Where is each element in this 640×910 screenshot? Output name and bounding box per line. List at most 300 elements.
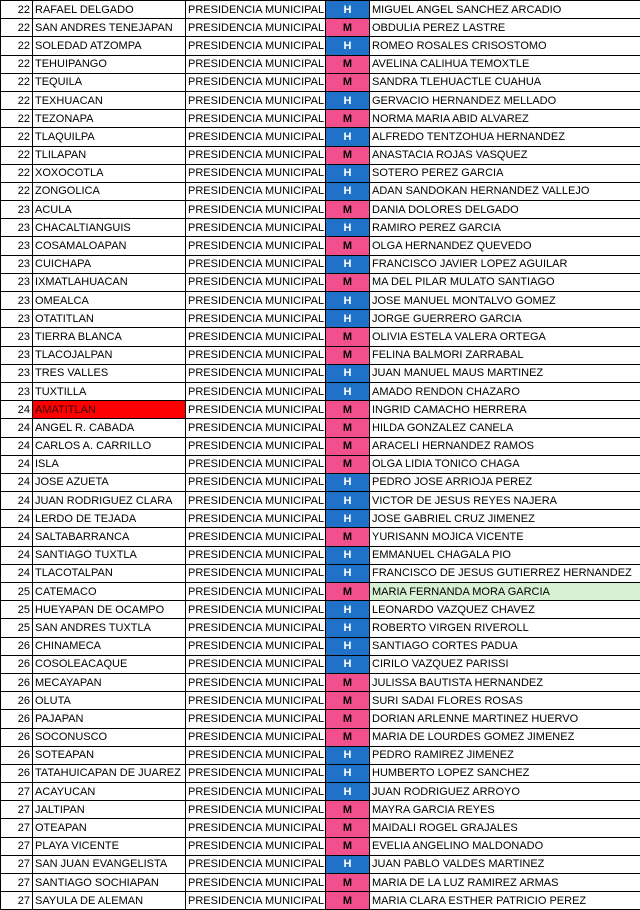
candidate-name-cell: JOSE MANUEL MONTALVO GOMEZ xyxy=(370,292,640,310)
municipality-cell: SAN ANDRES TUXTLA xyxy=(33,619,186,637)
municipality-cell: OTEAPAN xyxy=(33,819,186,837)
table-row xyxy=(1,55,640,73)
candidate-name-cell: ADAN SANDOKAN HERNANDEZ VALLEJO xyxy=(370,182,640,200)
position-cell: PRESIDENCIA MUNICIPAL xyxy=(186,455,326,473)
candidate-name-cell: VICTOR DE JESUS REYES NAJERA xyxy=(370,492,640,510)
candidate-name-cell: ANASTACIA ROJAS VASQUEZ xyxy=(370,146,640,164)
position-cell: PRESIDENCIA MUNICIPAL xyxy=(186,746,326,764)
table-body xyxy=(1,1,640,910)
position-cell: PRESIDENCIA MUNICIPAL xyxy=(186,892,326,910)
municipality-cell: TEXHUACAN xyxy=(33,91,186,109)
position-cell: PRESIDENCIA MUNICIPAL xyxy=(186,201,326,219)
gender-cell: M xyxy=(326,874,370,892)
candidate-name-cell: MARIA DE LA LUZ RAMIREZ ARMAS xyxy=(370,874,640,892)
position-cell: PRESIDENCIA MUNICIPAL xyxy=(186,382,326,400)
candidate-name-cell: JORGE GUERRERO GARCIA xyxy=(370,310,640,328)
table-row xyxy=(1,710,640,728)
candidate-name-cell: ROMEO ROSALES CRISOSTOMO xyxy=(370,37,640,55)
table-row xyxy=(1,91,640,109)
gender-cell: M xyxy=(326,528,370,546)
district-cell: 26 xyxy=(1,692,33,710)
table-row xyxy=(1,437,640,455)
district-cell: 25 xyxy=(1,619,33,637)
municipality-cell: MECAYAPAN xyxy=(33,673,186,691)
table-row xyxy=(1,510,640,528)
table-row xyxy=(1,310,640,328)
candidate-name-cell: SANTIAGO CORTES PADUA xyxy=(370,637,640,655)
municipality-cell: XOXOCOTLA xyxy=(33,164,186,182)
gender-cell: H xyxy=(326,492,370,510)
municipality-cell: ANGEL R. CABADA xyxy=(33,419,186,437)
candidate-name-cell: OBDULIA PEREZ LASTRE xyxy=(370,19,640,37)
municipality-cell: OTATITLAN xyxy=(33,310,186,328)
district-cell: 22 xyxy=(1,164,33,182)
position-cell: PRESIDENCIA MUNICIPAL xyxy=(186,801,326,819)
district-cell: 26 xyxy=(1,637,33,655)
table-row xyxy=(1,874,640,892)
position-cell: PRESIDENCIA MUNICIPAL xyxy=(186,37,326,55)
municipality-cell: CHINAMECA xyxy=(33,637,186,655)
gender-cell: H xyxy=(326,601,370,619)
gender-cell: H xyxy=(326,128,370,146)
position-cell: PRESIDENCIA MUNICIPAL xyxy=(186,728,326,746)
candidate-name-cell: OLIVIA ESTELA VALERA ORTEGA xyxy=(370,328,640,346)
position-cell: PRESIDENCIA MUNICIPAL xyxy=(186,710,326,728)
district-cell: 22 xyxy=(1,19,33,37)
gender-cell: M xyxy=(326,455,370,473)
position-cell: PRESIDENCIA MUNICIPAL xyxy=(186,182,326,200)
table-row xyxy=(1,473,640,491)
table-row xyxy=(1,128,640,146)
municipality-cell: COSAMALOAPAN xyxy=(33,237,186,255)
gender-cell: H xyxy=(326,182,370,200)
candidate-name-cell: NORMA MARIA ABID ALVAREZ xyxy=(370,110,640,128)
gender-cell: H xyxy=(326,746,370,764)
district-cell: 23 xyxy=(1,201,33,219)
district-cell: 23 xyxy=(1,364,33,382)
position-cell: PRESIDENCIA MUNICIPAL xyxy=(186,128,326,146)
gender-cell: M xyxy=(326,401,370,419)
gender-cell: M xyxy=(326,437,370,455)
table-row xyxy=(1,601,640,619)
candidate-name-cell: FRANCISCO DE JESUS GUTIERREZ HERNANDEZ xyxy=(370,564,640,582)
table-row xyxy=(1,564,640,582)
municipality-cell: ACAYUCAN xyxy=(33,783,186,801)
municipality-cell: ZONGOLICA xyxy=(33,182,186,200)
district-cell: 24 xyxy=(1,437,33,455)
district-cell: 22 xyxy=(1,73,33,91)
table-row xyxy=(1,819,640,837)
position-cell: PRESIDENCIA MUNICIPAL xyxy=(186,273,326,291)
municipality-cell: CUICHAPA xyxy=(33,255,186,273)
municipality-cell: SAN ANDRES TENEJAPAN xyxy=(33,19,186,37)
municipality-cell: TRES VALLES xyxy=(33,364,186,382)
position-cell: PRESIDENCIA MUNICIPAL xyxy=(186,764,326,782)
gender-cell: M xyxy=(326,346,370,364)
candidate-name-cell: MIGUEL ANGEL SANCHEZ ARCADIO xyxy=(370,1,640,19)
table-row xyxy=(1,546,640,564)
position-cell: PRESIDENCIA MUNICIPAL xyxy=(186,655,326,673)
gender-cell: M xyxy=(326,419,370,437)
position-cell: PRESIDENCIA MUNICIPAL xyxy=(186,55,326,73)
table-row xyxy=(1,292,640,310)
position-cell: PRESIDENCIA MUNICIPAL xyxy=(186,91,326,109)
municipality-cell: SANTIAGO TUXTLA xyxy=(33,546,186,564)
municipality-cell: OMEALCA xyxy=(33,292,186,310)
municipality-cell: TIERRA BLANCA xyxy=(33,328,186,346)
table-row xyxy=(1,637,640,655)
district-cell: 27 xyxy=(1,783,33,801)
district-cell: 26 xyxy=(1,710,33,728)
municipality-cell: SALTABARRANCA xyxy=(33,528,186,546)
table-row xyxy=(1,692,640,710)
position-cell: PRESIDENCIA MUNICIPAL xyxy=(186,637,326,655)
municipality-cell: TEHUIPANGO xyxy=(33,55,186,73)
table-row xyxy=(1,382,640,400)
municipality-cell: ACULA xyxy=(33,201,186,219)
candidate-name-cell: SURI SADAI FLORES ROSAS xyxy=(370,692,640,710)
municipality-cell: JALTIPAN xyxy=(33,801,186,819)
gender-cell: M xyxy=(326,19,370,37)
table-row xyxy=(1,892,640,910)
position-cell: PRESIDENCIA MUNICIPAL xyxy=(186,292,326,310)
gender-cell: M xyxy=(326,146,370,164)
table-row xyxy=(1,619,640,637)
candidate-name-cell: YURISANN MOJICA VICENTE xyxy=(370,528,640,546)
district-cell: 22 xyxy=(1,55,33,73)
table-row xyxy=(1,37,640,55)
candidate-name-cell: SOTERO PEREZ GARCIA xyxy=(370,164,640,182)
district-cell: 23 xyxy=(1,310,33,328)
municipality-cell: SAYULA DE ALEMAN xyxy=(33,892,186,910)
municipality-cell: TEZONAPA xyxy=(33,110,186,128)
candidate-name-cell: HILDA GONZALEZ CANELA xyxy=(370,419,640,437)
candidate-name-cell: MAIDALI ROGEL GRAJALES xyxy=(370,819,640,837)
gender-cell: M xyxy=(326,801,370,819)
district-cell: 22 xyxy=(1,128,33,146)
district-cell: 27 xyxy=(1,874,33,892)
gender-cell: M xyxy=(326,237,370,255)
municipality-cell: TLACOJALPAN xyxy=(33,346,186,364)
district-cell: 24 xyxy=(1,455,33,473)
district-cell: 23 xyxy=(1,346,33,364)
table-row xyxy=(1,219,640,237)
position-cell: PRESIDENCIA MUNICIPAL xyxy=(186,819,326,837)
municipality-cell: RAFAEL DELGADO xyxy=(33,1,186,19)
municipality-cell: ISLA xyxy=(33,455,186,473)
table-row xyxy=(1,73,640,91)
table-row xyxy=(1,182,640,200)
position-cell: PRESIDENCIA MUNICIPAL xyxy=(186,255,326,273)
municipality-cell: AMATITLAN xyxy=(33,401,186,419)
candidate-name-cell: MA DEL PILAR MULATO SANTIAGO xyxy=(370,273,640,291)
gender-cell: M xyxy=(326,273,370,291)
table-row xyxy=(1,455,640,473)
candidate-name-cell: FELINA BALMORI ZARRABAL xyxy=(370,346,640,364)
table-row xyxy=(1,746,640,764)
district-cell: 22 xyxy=(1,91,33,109)
position-cell: PRESIDENCIA MUNICIPAL xyxy=(186,19,326,37)
table-row xyxy=(1,673,640,691)
table-row xyxy=(1,1,640,19)
candidate-name-cell: MARIA CLARA ESTHER PATRICIO PEREZ xyxy=(370,892,640,910)
position-cell: PRESIDENCIA MUNICIPAL xyxy=(186,564,326,582)
candidate-name-cell: ARACELI HERNANDEZ RAMOS xyxy=(370,437,640,455)
position-cell: PRESIDENCIA MUNICIPAL xyxy=(186,601,326,619)
municipality-cell: SOTEAPAN xyxy=(33,746,186,764)
municipality-cell: TLAQUILPA xyxy=(33,128,186,146)
candidate-name-cell: PEDRO RAMIREZ JIMENEZ xyxy=(370,746,640,764)
position-cell: PRESIDENCIA MUNICIPAL xyxy=(186,364,326,382)
district-cell: 22 xyxy=(1,37,33,55)
gender-cell: H xyxy=(326,310,370,328)
municipality-cell: TATAHUICAPAN DE JUAREZ xyxy=(33,764,186,782)
gender-cell: H xyxy=(326,546,370,564)
candidate-name-cell: OLGA LIDIA TONICO CHAGA xyxy=(370,455,640,473)
district-cell: 23 xyxy=(1,382,33,400)
position-cell: PRESIDENCIA MUNICIPAL xyxy=(186,1,326,19)
municipality-cell: IXMATLAHUACAN xyxy=(33,273,186,291)
position-cell: PRESIDENCIA MUNICIPAL xyxy=(186,692,326,710)
candidate-name-cell: JOSE GABRIEL CRUZ JIMENEZ xyxy=(370,510,640,528)
table-row xyxy=(1,528,640,546)
candidate-name-cell: RAMIRO PEREZ GARCIA xyxy=(370,219,640,237)
district-cell: 23 xyxy=(1,292,33,310)
position-cell: PRESIDENCIA MUNICIPAL xyxy=(186,310,326,328)
municipality-cell: TEQUILA xyxy=(33,73,186,91)
table-row xyxy=(1,728,640,746)
candidate-name-cell: LEONARDO VAZQUEZ CHAVEZ xyxy=(370,601,640,619)
municipality-cell: TLACOTALPAN xyxy=(33,564,186,582)
district-cell: 24 xyxy=(1,510,33,528)
district-cell: 24 xyxy=(1,528,33,546)
district-cell: 27 xyxy=(1,801,33,819)
gender-cell: M xyxy=(326,692,370,710)
district-cell: 22 xyxy=(1,1,33,19)
position-cell: PRESIDENCIA MUNICIPAL xyxy=(186,328,326,346)
position-cell: PRESIDENCIA MUNICIPAL xyxy=(186,528,326,546)
position-cell: PRESIDENCIA MUNICIPAL xyxy=(186,837,326,855)
municipality-cell: CATEMACO xyxy=(33,583,186,601)
position-cell: PRESIDENCIA MUNICIPAL xyxy=(186,73,326,91)
district-cell: 26 xyxy=(1,673,33,691)
position-cell: PRESIDENCIA MUNICIPAL xyxy=(186,346,326,364)
candidate-name-cell: AMADO RENDON CHAZARO xyxy=(370,382,640,400)
table-row xyxy=(1,255,640,273)
position-cell: PRESIDENCIA MUNICIPAL xyxy=(186,219,326,237)
table-row xyxy=(1,146,640,164)
table-row xyxy=(1,419,640,437)
district-cell: 25 xyxy=(1,601,33,619)
municipality-cell: COSOLEACAQUE xyxy=(33,655,186,673)
position-cell: PRESIDENCIA MUNICIPAL xyxy=(186,419,326,437)
district-cell: 24 xyxy=(1,546,33,564)
position-cell: PRESIDENCIA MUNICIPAL xyxy=(186,237,326,255)
table-row xyxy=(1,492,640,510)
gender-cell: H xyxy=(326,292,370,310)
municipality-cell: PAJAPAN xyxy=(33,710,186,728)
candidate-name-cell: INGRID CAMACHO HERRERA xyxy=(370,401,640,419)
district-cell: 24 xyxy=(1,401,33,419)
district-cell: 27 xyxy=(1,837,33,855)
municipality-cell: JUAN RODRIGUEZ CLARA xyxy=(33,492,186,510)
municipality-cell: OLUTA xyxy=(33,692,186,710)
gender-cell: H xyxy=(326,164,370,182)
district-cell: 27 xyxy=(1,819,33,837)
gender-cell: M xyxy=(326,837,370,855)
district-cell: 23 xyxy=(1,219,33,237)
position-cell: PRESIDENCIA MUNICIPAL xyxy=(186,401,326,419)
gender-cell: M xyxy=(326,892,370,910)
district-cell: 24 xyxy=(1,473,33,491)
district-cell: 22 xyxy=(1,146,33,164)
table-row xyxy=(1,801,640,819)
municipality-cell: JOSE AZUETA xyxy=(33,473,186,491)
district-cell: 22 xyxy=(1,182,33,200)
gender-cell: H xyxy=(326,855,370,873)
position-cell: PRESIDENCIA MUNICIPAL xyxy=(186,783,326,801)
candidate-name-cell: HUMBERTO LOPEZ SANCHEZ xyxy=(370,764,640,782)
district-cell: 26 xyxy=(1,655,33,673)
table-row xyxy=(1,110,640,128)
municipality-cell: LERDO DE TEJADA xyxy=(33,510,186,528)
candidate-name-cell: EVELIA ANGELINO MALDONADO xyxy=(370,837,640,855)
table-row xyxy=(1,201,640,219)
position-cell: PRESIDENCIA MUNICIPAL xyxy=(186,437,326,455)
candidate-name-cell: AVELINA CALIHUA TEMOXTLE xyxy=(370,55,640,73)
gender-cell: H xyxy=(326,364,370,382)
district-cell: 23 xyxy=(1,237,33,255)
candidate-name-cell: MARIA DE LOURDES GOMEZ JIMENEZ xyxy=(370,728,640,746)
gender-cell: H xyxy=(326,783,370,801)
district-cell: 24 xyxy=(1,419,33,437)
municipality-cell: HUEYAPAN DE OCAMPO xyxy=(33,601,186,619)
municipality-cell: SOCONUSCO xyxy=(33,728,186,746)
table-row xyxy=(1,783,640,801)
gender-cell: M xyxy=(326,710,370,728)
municipality-cell: TUXTILLA xyxy=(33,382,186,400)
district-cell: 24 xyxy=(1,492,33,510)
municipality-cell: PLAYA VICENTE xyxy=(33,837,186,855)
table-row xyxy=(1,328,640,346)
candidate-name-cell: EMMANUEL CHAGALA PIO xyxy=(370,546,640,564)
candidate-name-cell: MARIA FERNANDA MORA GARCIA xyxy=(370,583,640,601)
gender-cell: H xyxy=(326,219,370,237)
district-cell: 23 xyxy=(1,273,33,291)
gender-cell: H xyxy=(326,37,370,55)
gender-cell: H xyxy=(326,382,370,400)
candidate-name-cell: JUAN MANUEL MAUS MARTINEZ xyxy=(370,364,640,382)
table-row xyxy=(1,401,640,419)
district-cell: 26 xyxy=(1,728,33,746)
position-cell: PRESIDENCIA MUNICIPAL xyxy=(186,510,326,528)
municipality-cell: SANTIAGO SOCHIAPAN xyxy=(33,874,186,892)
position-cell: PRESIDENCIA MUNICIPAL xyxy=(186,492,326,510)
district-cell: 24 xyxy=(1,564,33,582)
gender-cell: H xyxy=(326,564,370,582)
candidate-name-cell: PEDRO JOSE ARRIOJA PEREZ xyxy=(370,473,640,491)
candidate-name-cell: JUAN PABLO VALDES MARTINEZ xyxy=(370,855,640,873)
position-cell: PRESIDENCIA MUNICIPAL xyxy=(186,110,326,128)
candidate-name-cell: DORIAN ARLENNE MARTINEZ HUERVO xyxy=(370,710,640,728)
position-cell: PRESIDENCIA MUNICIPAL xyxy=(186,546,326,564)
municipality-cell: CARLOS A. CARRILLO xyxy=(33,437,186,455)
position-cell: PRESIDENCIA MUNICIPAL xyxy=(186,146,326,164)
gender-cell: M xyxy=(326,55,370,73)
gender-cell: H xyxy=(326,619,370,637)
table-row xyxy=(1,837,640,855)
candidate-name-cell: DANIA DOLORES DELGADO xyxy=(370,201,640,219)
gender-cell: H xyxy=(326,510,370,528)
candidate-name-cell: GERVACIO HERNANDEZ MELLADO xyxy=(370,91,640,109)
district-cell: 25 xyxy=(1,583,33,601)
district-cell: 22 xyxy=(1,110,33,128)
candidate-name-cell: CIRILO VAZQUEZ PARISSI xyxy=(370,655,640,673)
candidate-name-cell: ALFREDO TENTZOHUA HERNANDEZ xyxy=(370,128,640,146)
table-row xyxy=(1,764,640,782)
position-cell: PRESIDENCIA MUNICIPAL xyxy=(186,874,326,892)
municipality-cell: TLILAPAN xyxy=(33,146,186,164)
gender-cell: H xyxy=(326,255,370,273)
gender-cell: M xyxy=(326,328,370,346)
municipality-cell: SOLEDAD ATZOMPA xyxy=(33,37,186,55)
municipality-cell: SAN JUAN EVANGELISTA xyxy=(33,855,186,873)
gender-cell: H xyxy=(326,655,370,673)
table-row xyxy=(1,237,640,255)
gender-cell: M xyxy=(326,73,370,91)
position-cell: PRESIDENCIA MUNICIPAL xyxy=(186,619,326,637)
table-row xyxy=(1,346,640,364)
municipality-cell: CHACALTIANGUIS xyxy=(33,219,186,237)
gender-cell: M xyxy=(326,583,370,601)
gender-cell: M xyxy=(326,201,370,219)
position-cell: PRESIDENCIA MUNICIPAL xyxy=(186,673,326,691)
table-row xyxy=(1,164,640,182)
gender-cell: M xyxy=(326,819,370,837)
gender-cell: H xyxy=(326,473,370,491)
position-cell: PRESIDENCIA MUNICIPAL xyxy=(186,583,326,601)
district-cell: 26 xyxy=(1,746,33,764)
district-cell: 27 xyxy=(1,855,33,873)
table-row xyxy=(1,583,640,601)
position-cell: PRESIDENCIA MUNICIPAL xyxy=(186,473,326,491)
position-cell: PRESIDENCIA MUNICIPAL xyxy=(186,164,326,182)
gender-cell: H xyxy=(326,637,370,655)
gender-cell: H xyxy=(326,91,370,109)
gender-cell: M xyxy=(326,110,370,128)
district-cell: 23 xyxy=(1,328,33,346)
gender-cell: M xyxy=(326,728,370,746)
table-row xyxy=(1,655,640,673)
position-cell: PRESIDENCIA MUNICIPAL xyxy=(186,855,326,873)
table-row xyxy=(1,273,640,291)
table-row xyxy=(1,364,640,382)
candidate-name-cell: FRANCISCO JAVIER LOPEZ AGUILAR xyxy=(370,255,640,273)
candidate-name-cell: JUAN RODRIGUEZ ARROYO xyxy=(370,783,640,801)
district-cell: 27 xyxy=(1,892,33,910)
gender-cell: H xyxy=(326,764,370,782)
district-cell: 23 xyxy=(1,255,33,273)
candidate-name-cell: ROBERTO VIRGEN RIVEROLL xyxy=(370,619,640,637)
table-row xyxy=(1,19,640,37)
gender-cell: M xyxy=(326,673,370,691)
candidate-name-cell: SANDRA TLEHUACTLE CUAHUA xyxy=(370,73,640,91)
candidate-name-cell: JULISSA BAUTISTA HERNANDEZ xyxy=(370,673,640,691)
candidate-name-cell: MAYRA GARCIA REYES xyxy=(370,801,640,819)
candidate-name-cell: OLGA HERNANDEZ QUEVEDO xyxy=(370,237,640,255)
table-row xyxy=(1,855,640,873)
district-cell: 26 xyxy=(1,764,33,782)
